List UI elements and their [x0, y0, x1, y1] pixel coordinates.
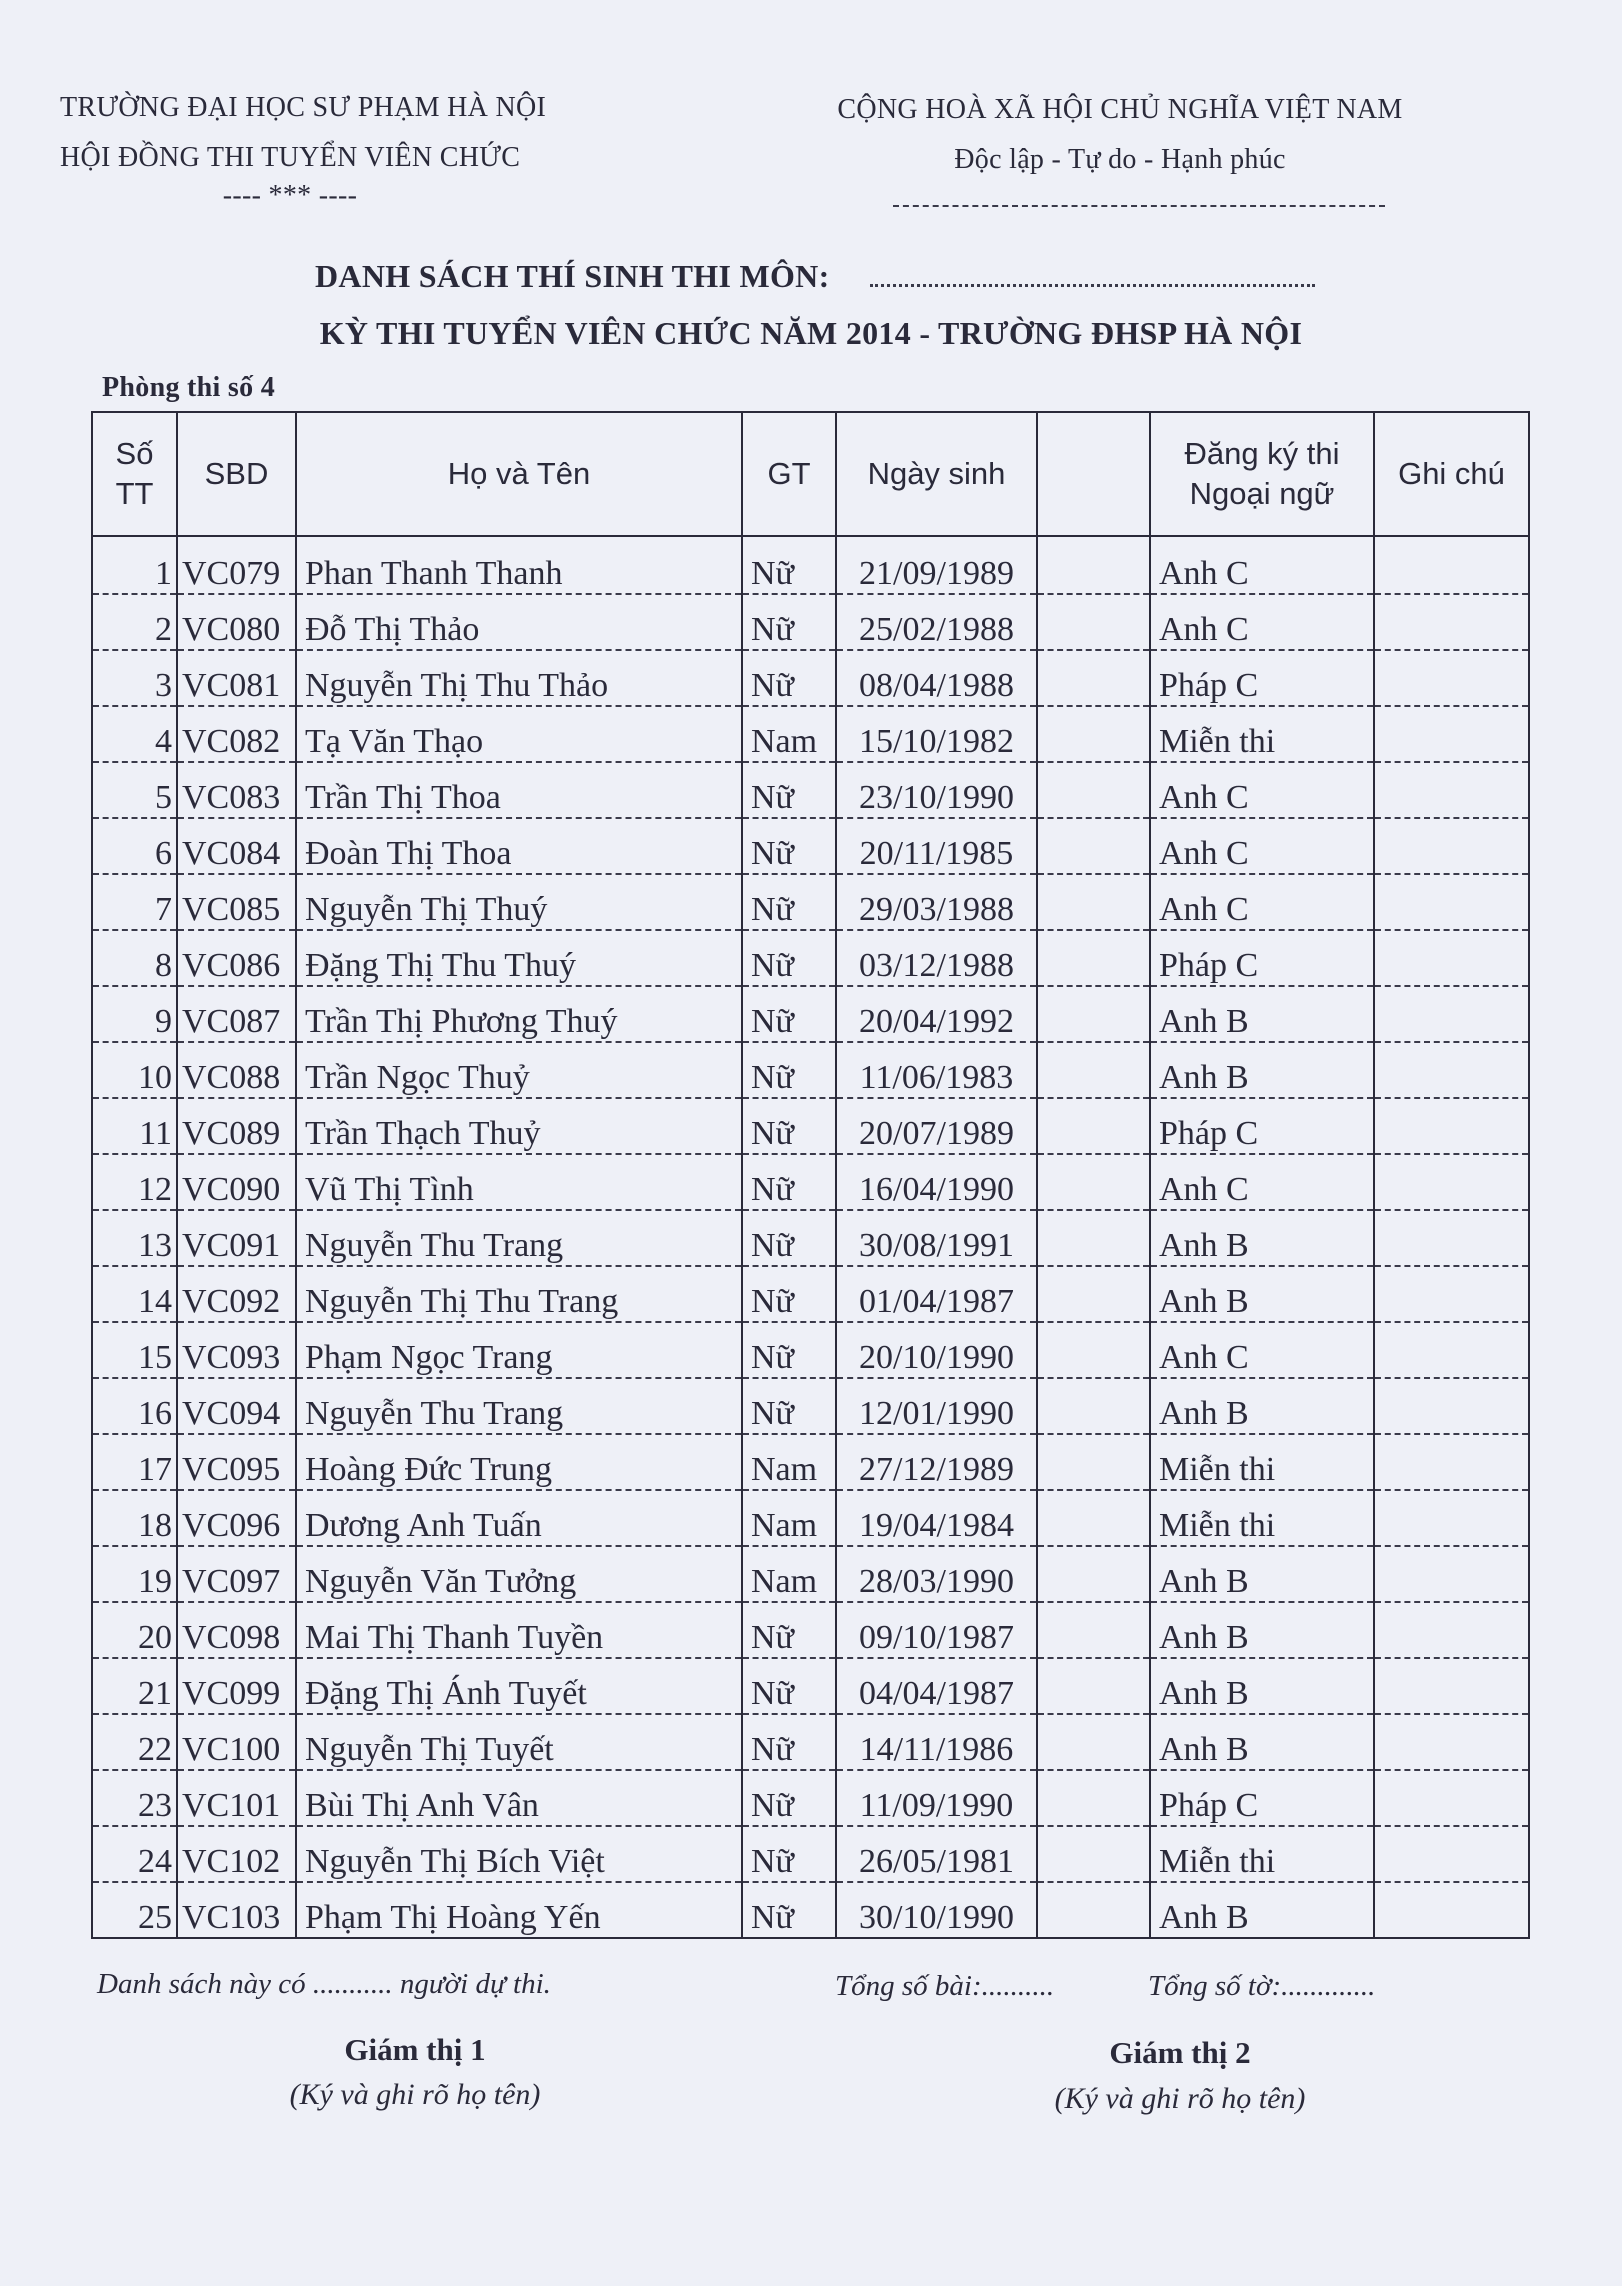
row-language: Anh B: [1150, 986, 1374, 1042]
row-note: [1374, 1546, 1529, 1602]
row-sbd: VC088: [177, 1042, 296, 1098]
row-language: Anh B: [1150, 1658, 1374, 1714]
table-row: [92, 762, 1529, 818]
row-blank: [1037, 1770, 1150, 1826]
row-note: [1374, 986, 1529, 1042]
row-note: [1374, 1882, 1529, 1938]
row-blank: [1037, 930, 1150, 986]
row-sbd: VC087: [177, 986, 296, 1042]
total-sheets-blank: .............: [1281, 1970, 1376, 2002]
row-number: 5: [92, 762, 177, 818]
row-name: Nguyễn Thu Trang: [296, 1210, 742, 1266]
row-note: [1374, 1602, 1529, 1658]
row-sbd: VC095: [177, 1434, 296, 1490]
row-dob: 27/12/1989: [836, 1434, 1037, 1490]
row-language: Anh B: [1150, 1602, 1374, 1658]
col-name: Họ và Tên: [296, 412, 742, 536]
table-row: [92, 706, 1529, 762]
row-blank: [1037, 1322, 1150, 1378]
row-name: Nguyễn Văn Tưởng: [296, 1546, 742, 1602]
row-sbd: VC090: [177, 1154, 296, 1210]
row-name: Trần Thị Phương Thuý: [296, 986, 742, 1042]
row-gender: Nữ: [742, 818, 836, 874]
table-row: [92, 874, 1529, 930]
row-gender: Nữ: [742, 1770, 836, 1826]
row-number: 19: [92, 1546, 177, 1602]
row-number: 22: [92, 1714, 177, 1770]
table-row: [92, 1826, 1529, 1882]
row-sbd: VC086: [177, 930, 296, 986]
row-sbd: VC098: [177, 1602, 296, 1658]
row-language: Anh B: [1150, 1266, 1374, 1322]
row-dob: 04/04/1987: [836, 1658, 1037, 1714]
total-sheets-label: Tổng số tờ:: [1148, 1970, 1282, 2002]
row-name: Nguyễn Thị Thuý: [296, 874, 742, 930]
col-blank: [1037, 412, 1150, 536]
table-row: [92, 594, 1529, 650]
table-row: [92, 1378, 1529, 1434]
row-gender: Nữ: [742, 1826, 836, 1882]
row-dob: 20/10/1990: [836, 1322, 1037, 1378]
row-blank: [1037, 1602, 1150, 1658]
row-language: Anh B: [1150, 1546, 1374, 1602]
row-blank: [1037, 650, 1150, 706]
row-dob: 03/12/1988: [836, 930, 1037, 986]
table-row: [92, 650, 1529, 706]
row-name: Nguyễn Thị Thu Trang: [296, 1266, 742, 1322]
row-gender: Nữ: [742, 1266, 836, 1322]
row-name: Phạm Thị Hoàng Yến: [296, 1882, 742, 1938]
exam-title: KỲ THI TUYỂN VIÊN CHỨC NĂM 2014 - TRƯỜNG ĐHSP HÀ NỘI: [319, 315, 1303, 351]
row-number: 17: [92, 1434, 177, 1490]
row-gender: Nữ: [742, 536, 836, 594]
row-blank: [1037, 706, 1150, 762]
row-name: Đặng Thị Ánh Tuyết: [296, 1658, 742, 1714]
table-row: [92, 930, 1529, 986]
row-sbd: VC089: [177, 1098, 296, 1154]
candidate-count-line: [97, 1968, 551, 2001]
proctor-1-sign-note: (Ký và ghi rõ họ tên): [289, 2078, 541, 2111]
row-name: Đặng Thị Thu Thuý: [296, 930, 742, 986]
table-header-row: [92, 412, 1529, 536]
room-label: Phòng thi số 4: [102, 372, 276, 403]
row-gender: Nữ: [742, 1154, 836, 1210]
row-name: Dương Anh Tuấn: [296, 1490, 742, 1546]
row-blank: [1037, 1546, 1150, 1602]
table-body: [92, 536, 1529, 1938]
row-number: 12: [92, 1154, 177, 1210]
list-title: [315, 258, 830, 295]
motto-underline: [893, 205, 1385, 207]
row-note: [1374, 1098, 1529, 1154]
row-blank: [1037, 1210, 1150, 1266]
row-sbd: VC093: [177, 1322, 296, 1378]
row-blank: [1037, 818, 1150, 874]
row-note: [1374, 1378, 1529, 1434]
row-note: [1374, 1826, 1529, 1882]
table-row: [92, 1210, 1529, 1266]
proctor-2-label: Giám thị 2: [1109, 2035, 1251, 2070]
row-note: [1374, 874, 1529, 930]
row-name: Vũ Thị Tình: [296, 1154, 742, 1210]
row-sbd: VC082: [177, 706, 296, 762]
row-language: Anh B: [1150, 1210, 1374, 1266]
row-blank: [1037, 1658, 1150, 1714]
row-gender: Nữ: [742, 1322, 836, 1378]
row-sbd: VC085: [177, 874, 296, 930]
row-number: 6: [92, 818, 177, 874]
row-gender: Nữ: [742, 1378, 836, 1434]
row-gender: Nữ: [742, 1098, 836, 1154]
row-gender: Nữ: [742, 594, 836, 650]
row-name: Nguyễn Thị Bích Việt: [296, 1826, 742, 1882]
row-sbd: VC084: [177, 818, 296, 874]
row-dob: 15/10/1982: [836, 706, 1037, 762]
list-title-text: DANH SÁCH THÍ SINH THI MÔN:: [315, 258, 830, 294]
row-number: 4: [92, 706, 177, 762]
row-language: Pháp C: [1150, 1098, 1374, 1154]
total-papers-line: [835, 1970, 1054, 2003]
col-note: Ghi chú: [1374, 412, 1529, 536]
row-sbd: VC096: [177, 1490, 296, 1546]
row-note: [1374, 818, 1529, 874]
row-gender: Nam: [742, 706, 836, 762]
row-gender: Nữ: [742, 874, 836, 930]
row-number: 16: [92, 1378, 177, 1434]
national-title: CỘNG HOÀ XÃ HỘI CHỦ NGHĨA VIỆT NAM: [837, 94, 1403, 125]
row-blank: [1037, 1154, 1150, 1210]
col-language: Đăng ký thi Ngoại ngữ: [1150, 412, 1374, 536]
row-dob: 19/04/1984: [836, 1490, 1037, 1546]
col-gender: GT: [742, 412, 836, 536]
row-language: Anh C: [1150, 762, 1374, 818]
proctor-1-label: Giám thị 1: [344, 2032, 486, 2067]
row-blank: [1037, 1098, 1150, 1154]
row-gender: Nữ: [742, 1882, 836, 1938]
row-name: Đỗ Thị Thảo: [296, 594, 742, 650]
row-blank: [1037, 1266, 1150, 1322]
row-number: 23: [92, 1770, 177, 1826]
total-papers-blank: ..........: [981, 1970, 1055, 2002]
row-dob: 20/11/1985: [836, 818, 1037, 874]
row-note: [1374, 536, 1529, 594]
table-row: [92, 1154, 1529, 1210]
table-row: [92, 1434, 1529, 1490]
row-gender: Nữ: [742, 986, 836, 1042]
row-blank: [1037, 536, 1150, 594]
row-dob: 30/10/1990: [836, 1882, 1037, 1938]
row-dob: 11/06/1983: [836, 1042, 1037, 1098]
row-gender: Nữ: [742, 650, 836, 706]
row-blank: [1037, 1378, 1150, 1434]
row-language: Anh B: [1150, 1378, 1374, 1434]
row-number: 2: [92, 594, 177, 650]
row-sbd: VC091: [177, 1210, 296, 1266]
row-language: Anh C: [1150, 1322, 1374, 1378]
row-blank: [1037, 1714, 1150, 1770]
row-blank: [1037, 594, 1150, 650]
row-blank: [1037, 1826, 1150, 1882]
row-blank: [1037, 762, 1150, 818]
row-note: [1374, 1658, 1529, 1714]
count-suffix: người dự thi.: [399, 1968, 551, 2000]
col-stt: Số TT: [92, 412, 177, 536]
row-number: 1: [92, 536, 177, 594]
row-language: Anh B: [1150, 1042, 1374, 1098]
row-blank: [1037, 1434, 1150, 1490]
row-name: Phạm Ngọc Trang: [296, 1322, 742, 1378]
row-number: 8: [92, 930, 177, 986]
row-note: [1374, 930, 1529, 986]
row-blank: [1037, 986, 1150, 1042]
row-gender: Nữ: [742, 762, 836, 818]
total-sheets-line: [1148, 1970, 1375, 2003]
col-sbd: SBD: [177, 412, 296, 536]
table-row: [92, 986, 1529, 1042]
row-language: Miễn thi: [1150, 1826, 1374, 1882]
row-name: Phan Thanh Thanh: [296, 536, 742, 594]
table-row: [92, 1042, 1529, 1098]
row-dob: 20/04/1992: [836, 986, 1037, 1042]
row-note: [1374, 762, 1529, 818]
row-language: Anh C: [1150, 818, 1374, 874]
row-language: Pháp C: [1150, 1770, 1374, 1826]
table-row: [92, 1266, 1529, 1322]
row-number: 20: [92, 1602, 177, 1658]
row-dob: 08/04/1988: [836, 650, 1037, 706]
row-language: Pháp C: [1150, 650, 1374, 706]
row-name: Trần Thạch Thuỷ: [296, 1098, 742, 1154]
table-row: [92, 1322, 1529, 1378]
row-number: 21: [92, 1658, 177, 1714]
row-name: Hoàng Đức Trung: [296, 1434, 742, 1490]
row-name: Trần Ngọc Thuỷ: [296, 1042, 742, 1098]
row-number: 11: [92, 1098, 177, 1154]
row-name: Bùi Thị Anh Vân: [296, 1770, 742, 1826]
row-name: Trần Thị Thoa: [296, 762, 742, 818]
table-row: [92, 1882, 1529, 1938]
row-gender: Nam: [742, 1546, 836, 1602]
row-dob: 28/03/1990: [836, 1546, 1037, 1602]
table-row: [92, 1714, 1529, 1770]
row-language: Pháp C: [1150, 930, 1374, 986]
row-dob: 14/11/1986: [836, 1714, 1037, 1770]
row-blank: [1037, 1042, 1150, 1098]
row-language: Anh B: [1150, 1714, 1374, 1770]
col-dob: Ngày sinh: [836, 412, 1037, 536]
table-row: [92, 1098, 1529, 1154]
row-sbd: VC101: [177, 1770, 296, 1826]
row-note: [1374, 1434, 1529, 1490]
row-number: 15: [92, 1322, 177, 1378]
table-row: [92, 1770, 1529, 1826]
count-prefix: Danh sách này có: [97, 1968, 306, 2000]
row-note: [1374, 1770, 1529, 1826]
row-note: [1374, 1266, 1529, 1322]
row-sbd: VC079: [177, 536, 296, 594]
row-dob: 25/02/1988: [836, 594, 1037, 650]
row-dob: 30/08/1991: [836, 1210, 1037, 1266]
table-row: [92, 536, 1529, 594]
row-language: Miễn thi: [1150, 1490, 1374, 1546]
row-dob: 12/01/1990: [836, 1378, 1037, 1434]
row-number: 24: [92, 1826, 177, 1882]
row-gender: Nam: [742, 1490, 836, 1546]
row-dob: 09/10/1987: [836, 1602, 1037, 1658]
row-sbd: VC081: [177, 650, 296, 706]
school-name: TRƯỜNG ĐẠI HỌC SƯ PHẠM HÀ NỘI: [60, 92, 547, 123]
table-row: [92, 1490, 1529, 1546]
council-name: HỘI ĐỒNG THI TUYỂN VIÊN CHỨC: [60, 142, 521, 173]
row-dob: 23/10/1990: [836, 762, 1037, 818]
row-number: 13: [92, 1210, 177, 1266]
table-row: [92, 1546, 1529, 1602]
row-language: Anh C: [1150, 594, 1374, 650]
row-dob: 21/09/1989: [836, 536, 1037, 594]
row-number: 7: [92, 874, 177, 930]
row-language: Anh C: [1150, 536, 1374, 594]
row-sbd: VC080: [177, 594, 296, 650]
row-language: Miễn thi: [1150, 1434, 1374, 1490]
row-sbd: VC094: [177, 1378, 296, 1434]
row-note: [1374, 650, 1529, 706]
row-sbd: VC083: [177, 762, 296, 818]
row-sbd: VC100: [177, 1714, 296, 1770]
row-language: Anh B: [1150, 1882, 1374, 1938]
row-note: [1374, 594, 1529, 650]
subject-blank: [870, 284, 1315, 287]
row-number: 25: [92, 1882, 177, 1938]
count-blank: ...........: [312, 1968, 393, 2000]
row-gender: Nữ: [742, 1602, 836, 1658]
row-name: Nguyễn Thị Tuyết: [296, 1714, 742, 1770]
row-blank: [1037, 1490, 1150, 1546]
table-row: [92, 818, 1529, 874]
row-gender: Nữ: [742, 930, 836, 986]
proctor-2-sign-note: (Ký và ghi rõ họ tên): [1054, 2082, 1306, 2115]
row-note: [1374, 1154, 1529, 1210]
row-sbd: VC092: [177, 1266, 296, 1322]
national-motto: Độc lập - Tự do - Hạnh phúc: [954, 144, 1286, 175]
row-name: Nguyễn Thị Thu Thảo: [296, 650, 742, 706]
row-dob: 01/04/1987: [836, 1266, 1037, 1322]
header-ornament: ---- *** ----: [222, 180, 358, 211]
row-number: 14: [92, 1266, 177, 1322]
row-number: 3: [92, 650, 177, 706]
row-language: Anh C: [1150, 1154, 1374, 1210]
row-gender: Nữ: [742, 1714, 836, 1770]
row-note: [1374, 1714, 1529, 1770]
row-sbd: VC097: [177, 1546, 296, 1602]
row-note: [1374, 1210, 1529, 1266]
row-name: Tạ Văn Thạo: [296, 706, 742, 762]
row-number: 9: [92, 986, 177, 1042]
row-gender: Nữ: [742, 1658, 836, 1714]
row-dob: 20/07/1989: [836, 1098, 1037, 1154]
row-dob: 16/04/1990: [836, 1154, 1037, 1210]
row-number: 10: [92, 1042, 177, 1098]
row-note: [1374, 706, 1529, 762]
table-row: [92, 1602, 1529, 1658]
row-sbd: VC102: [177, 1826, 296, 1882]
candidate-table: [91, 411, 1530, 1939]
row-gender: Nữ: [742, 1210, 836, 1266]
row-note: [1374, 1490, 1529, 1546]
row-blank: [1037, 874, 1150, 930]
row-name: Mai Thị Thanh Tuyền: [296, 1602, 742, 1658]
table-row: [92, 1658, 1529, 1714]
row-language: Miễn thi: [1150, 706, 1374, 762]
row-sbd: VC103: [177, 1882, 296, 1938]
row-language: Anh C: [1150, 874, 1374, 930]
row-note: [1374, 1042, 1529, 1098]
row-number: 18: [92, 1490, 177, 1546]
total-papers-label: Tổng số bài:: [835, 1970, 982, 2002]
row-gender: Nữ: [742, 1042, 836, 1098]
row-blank: [1037, 1882, 1150, 1938]
row-name: Nguyễn Thu Trang: [296, 1378, 742, 1434]
row-dob: 29/03/1988: [836, 874, 1037, 930]
row-dob: 11/09/1990: [836, 1770, 1037, 1826]
row-note: [1374, 1322, 1529, 1378]
row-name: Đoàn Thị Thoa: [296, 818, 742, 874]
row-sbd: VC099: [177, 1658, 296, 1714]
row-gender: Nam: [742, 1434, 836, 1490]
row-dob: 26/05/1981: [836, 1826, 1037, 1882]
